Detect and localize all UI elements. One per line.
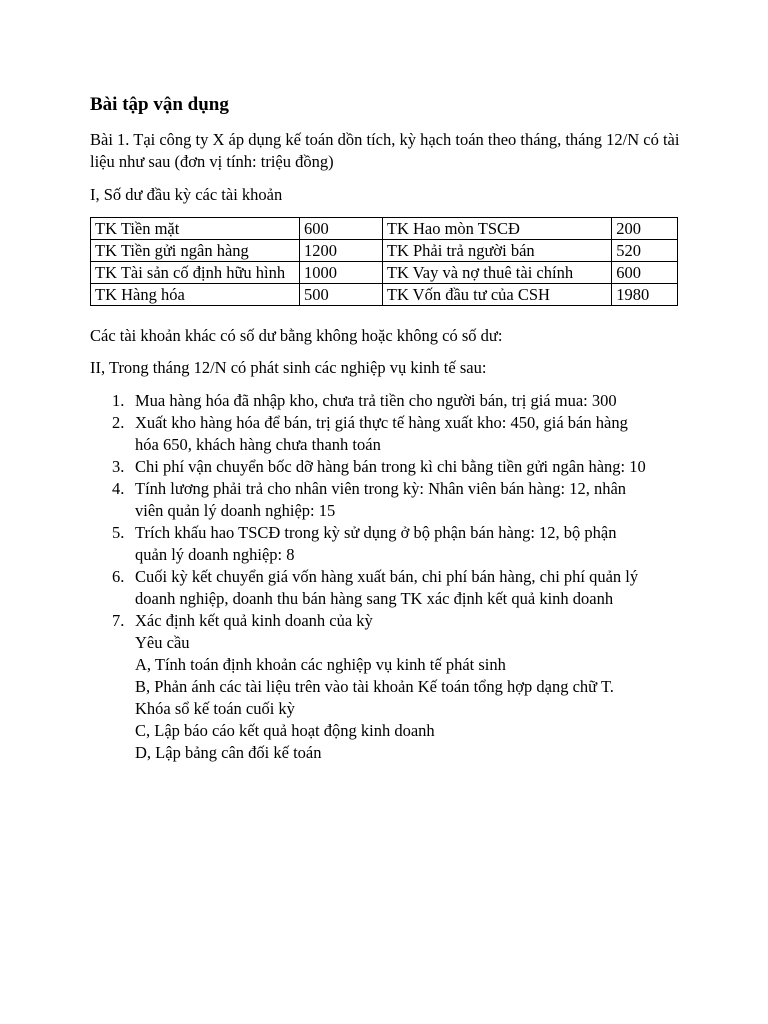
list-item-number: 1.: [112, 391, 125, 410]
account-value-cell: 1000: [299, 262, 382, 284]
account-name-cell: TK Phải trả người bán: [382, 240, 611, 262]
table-row: [91, 240, 678, 262]
table-row: [91, 218, 678, 240]
table-row: [91, 284, 678, 306]
account-name-cell: TK Tiền mặt: [91, 218, 300, 240]
account-name-cell: TK Tiền gửi ngân hàng: [91, 240, 300, 262]
list-item: [90, 412, 650, 456]
list-item: [90, 566, 650, 610]
list-item-text: Xuất kho hàng hóa để bán, trị giá thực tế hàng xuất kho: 450, giá bán hàng hóa 650, khách hàng chưa thanh toán: [135, 413, 628, 454]
requirement-d: D, Lập bảng cân đối kế toán: [135, 743, 322, 762]
list-item: [90, 522, 650, 566]
table-row: [91, 262, 678, 284]
list-item-text: Trích khấu hao TSCĐ trong kỳ sử dụng ở bộ phận bán hàng: 12, bộ phận quản lý doanh nghiệp: 8: [135, 523, 617, 564]
section-transactions: II, Trong tháng 12/N có phát sinh các nghiệp vụ kinh tế sau:: [90, 358, 487, 377]
account-name-cell: TK Vốn đầu tư của CSH: [382, 284, 611, 306]
opening-balances-table: [90, 217, 678, 306]
account-value-cell: 600: [299, 218, 382, 240]
list-item: [90, 478, 650, 522]
account-value-cell: 200: [612, 218, 678, 240]
list-item-number: 4.: [112, 479, 125, 498]
account-name-cell: TK Hao mòn TSCĐ: [382, 218, 611, 240]
requirement-a: A, Tính toán định khoản các nghiệp vụ kinh tế phát sinh: [135, 655, 506, 674]
list-item-text: Mua hàng hóa đã nhập kho, chưa trả tiền cho người bán, trị giá mua: 300: [135, 391, 617, 410]
list-item: [90, 390, 650, 412]
account-value-cell: 600: [612, 262, 678, 284]
section-opening-balances: I, Số dư đầu kỳ các tài khoản: [90, 185, 283, 204]
account-value-cell: 500: [299, 284, 382, 306]
requirement-b: B, Phản ánh các tài liệu trên vào tài khoản Kế toán tổng hợp dạng chữ T. Khóa sổ kế toán cuối kỳ: [135, 677, 614, 718]
requirement-c: C, Lập báo cáo kết quả hoạt động kinh doanh: [135, 721, 435, 740]
list-item-number: 6.: [112, 567, 125, 586]
requirements-heading: Yêu cầu: [135, 633, 190, 652]
list-item: [90, 610, 650, 764]
transactions-list: [90, 390, 650, 764]
account-name-cell: TK Vay và nợ thuê tài chính: [382, 262, 611, 284]
list-item-text: Chi phí vận chuyển bốc dỡ hàng bán trong kì chi bằng tiền gửi ngân hàng: 10: [135, 457, 646, 476]
list-item-number: 2.: [112, 413, 125, 432]
list-item-text: Xác định kết quả kinh doanh của kỳ: [135, 611, 373, 630]
account-name-cell: TK Hàng hóa: [91, 284, 300, 306]
account-value-cell: 1200: [299, 240, 382, 262]
list-item-number: 7.: [112, 611, 125, 630]
list-item-text: Cuối kỳ kết chuyển giá vốn hàng xuất bán, chi phí bán hàng, chi phí quản lý doanh nghiệp, doanh thu bán hàng sang TK xác định kết quả kinh doanh: [135, 567, 639, 608]
account-value-cell: 520: [612, 240, 678, 262]
other-accounts-note: Các tài khoản khác có số dư bằng không hoặc không có số dư:: [90, 326, 503, 345]
exercise-intro: Bài 1. Tại công ty X áp dụng kế toán dồn tích, kỳ hạch toán theo tháng, tháng 12/N có tài liệu như sau (đơn vị tính: triệu đồng): [90, 130, 680, 171]
list-item-number: 5.: [112, 523, 125, 542]
list-item-text: Tính lương phải trả cho nhân viên trong kỳ: Nhân viên bán hàng: 12, nhân viên quản lý doanh nghiệp: 15: [135, 479, 627, 520]
list-item-number: 3.: [112, 457, 125, 476]
document-title: Bài tập vận dụng: [90, 94, 229, 115]
account-value-cell: 1980: [612, 284, 678, 306]
account-name-cell: TK Tài sản cố định hữu hình: [91, 262, 300, 284]
list-item: [90, 456, 650, 478]
